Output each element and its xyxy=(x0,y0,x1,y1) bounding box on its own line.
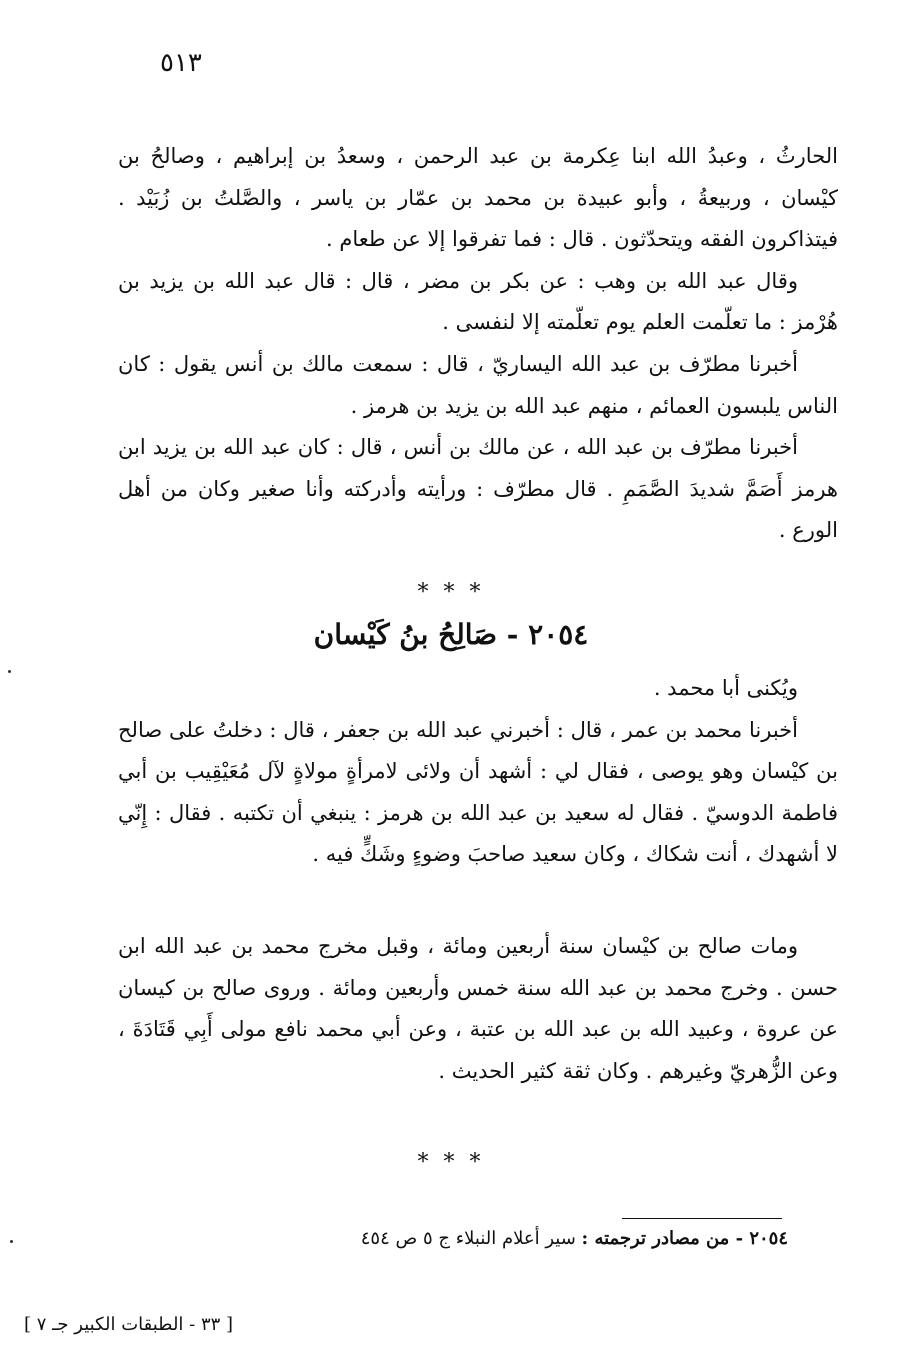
page-number: ٥١٣ xyxy=(160,48,202,78)
section-separator: * * * xyxy=(417,1150,485,1175)
paragraph: أخبرنا محمد بن عمر ، قال : أخبرني عبد الله بن جعفر ، قال : دخلتُ على صالح بن كيْسان وهو يوصى ، فقال لي : أشهد أن ولائى لامرأةٍ مولاةٍ لآل مُعَيْقِيب بن أبي فاطمة الدوسيّ . فقال له سعيد بن عبد الله بن هرمز : ينبغي أن تكتبه . فقال : إِنّي لا أشهدك ، أنت شكاك ، وكان سعيد صاحبَ وضوءٍ وشَكٍّ فيه . xyxy=(118,717,838,867)
footnote xyxy=(120,1228,788,1249)
paragraph: أخبرنا مطرّف بن عبد الله اليساريّ ، قال : سمعت مالك بن أنس يقول : كان الناس يلبسون العمائم ، منهم عبد الله بن يزيد بن هرمز . xyxy=(118,351,838,418)
section-separator: * * * xyxy=(417,580,485,605)
paragraph: أخبرنا مطرّف بن عبد الله ، عن مالك بن أنس ، قال : كان عبد الله بن يزيد ابن هرمز أَصَمَّ شديدَ الصَّمَمِ . قال مطرّف : ورأيته وأدركته وأنا صغير وكان من أهل الورع . xyxy=(118,435,838,543)
footnote-text: سير أعلام النبلاء ج ٥ ص ٤٥٤ xyxy=(360,1228,576,1249)
text-block-bottom xyxy=(118,926,838,1092)
footer-signature: [ ٣٣ - الطبقات الكبير جـ ٧ ] xyxy=(24,1314,234,1335)
footnote-rule xyxy=(622,1218,782,1219)
paragraph: ومات صالح بن كيْسان سنة أربعين ومائة ، وقبل مخرج محمد بن عبد الله ابن حسن . وخرج محمد بن عبد الله سنة خمس وأربعين ومائة . وروى صالح بن كيسان عن عروة ، وعبيد الله بن عبد الله بن عتبة ، وعن أبي محمد نافع مولى أَبِي قَتَادَةَ ، وعن الزُّهريّ وغيرهم . وكان ثقة كثير الحديث . xyxy=(118,934,838,1083)
paragraph: الحارثُ ، وعبدُ الله ابنا عِكرمة بن عبد الرحمن ، وسعدُ بن إبراهيم ، وصالحُ بن كيْسان ، وربيعةُ ، وأبو عبيدة بن محمد بن عمّار بن ياسر ، والصَّلتُ بن زُبَيْد . فيتذاكرون الفقه ويتحدّثون . قال : فما تفرقوا إلا عن طعام . xyxy=(118,144,838,252)
scan-speck xyxy=(8,670,11,673)
paragraph: ويُكنى أبا محمد . xyxy=(653,676,798,700)
section-heading: ٢٠٥٤ - صَالِحُ بنُ كَيْسان xyxy=(313,618,589,651)
text-block-section xyxy=(118,668,838,876)
text-block-top xyxy=(118,136,838,552)
footnote-lead: ٢٠٥٤ - من مصادر ترجمته : xyxy=(581,1228,788,1249)
scan-speck xyxy=(10,1240,13,1243)
paragraph: وقال عبد الله بن وهب : عن بكر بن مضر ، قال : قال عبد الله بن يزيد بن هُرْمز : ما تعلّمت العلم يوم تعلّمته إلا لنفسى . xyxy=(118,268,838,335)
